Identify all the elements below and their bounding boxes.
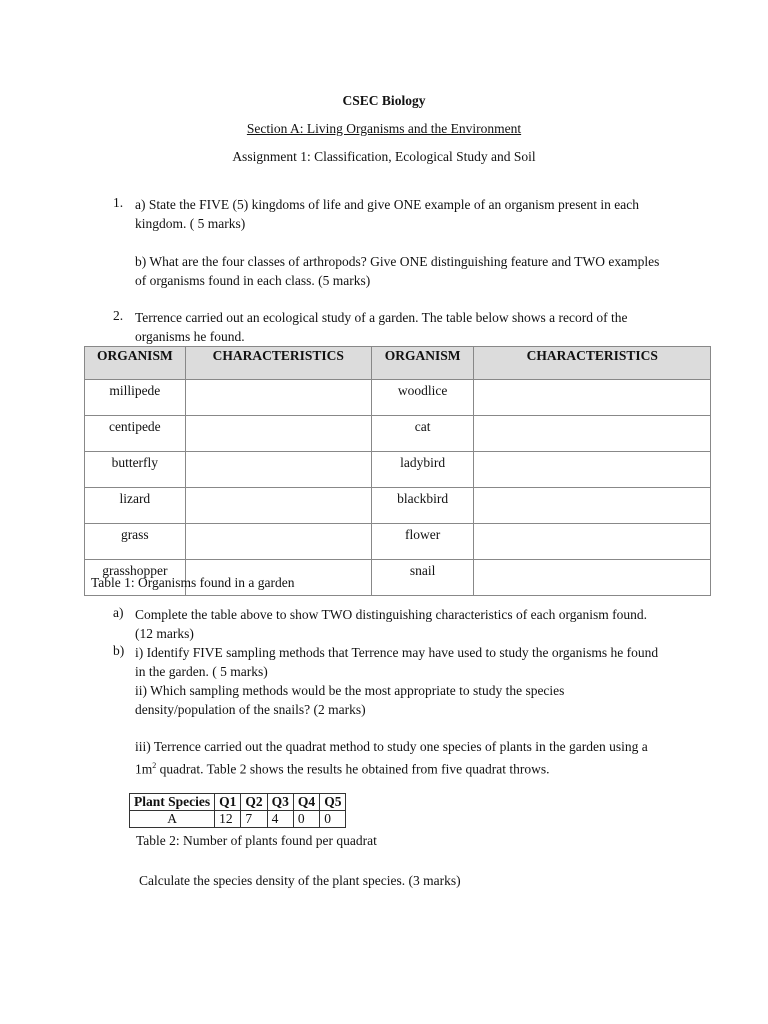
count-cell: 0 xyxy=(320,811,346,828)
characteristics-cell xyxy=(185,524,371,560)
part-a-line1: Complete the table above to show TWO distinguishing characteristics of each organism found. xyxy=(135,607,648,622)
question-1b-line1: b) What are the four classes of arthropods? Give ONE distinguishing feature and TWO examples xyxy=(135,254,660,269)
count-cell: 0 xyxy=(293,811,319,828)
table-1-caption: Table 1: Organisms found in a garden xyxy=(91,575,295,590)
organism-cell: woodlice xyxy=(371,380,474,416)
question-2-number: 2. xyxy=(113,308,124,323)
question-1b-line2: of organisms found in each class. (5 marks) xyxy=(135,273,371,288)
header-organism-2: ORGANISM xyxy=(371,347,474,380)
question-2-intro xyxy=(135,308,627,346)
question-1b xyxy=(135,252,659,290)
header-characteristics-1: CHARACTERISTICS xyxy=(185,347,371,380)
part-b-iii-line2-rest: quadrat. Table 2 shows the results he obtained from five quadrat throws. xyxy=(156,761,550,777)
table-row xyxy=(85,452,711,488)
characteristics-cell xyxy=(474,452,711,488)
header-q5: Q5 xyxy=(320,794,346,811)
table-row xyxy=(85,524,711,560)
part-b-iii-text xyxy=(135,737,648,779)
organism-cell: butterfly xyxy=(85,452,186,488)
part-b-text xyxy=(135,643,658,719)
organism-cell: flower xyxy=(371,524,474,560)
organism-cell: cat xyxy=(371,416,474,452)
table-row xyxy=(85,380,711,416)
species-cell: A xyxy=(130,811,215,828)
question-1a xyxy=(135,195,639,233)
header-characteristics-2: CHARACTERISTICS xyxy=(474,347,711,380)
header-q4: Q4 xyxy=(293,794,319,811)
table-header-row xyxy=(85,347,711,380)
organism-cell: lizard xyxy=(85,488,186,524)
table-2-caption: Table 2: Number of plants found per quadrat xyxy=(136,833,377,848)
part-a-label: a) xyxy=(113,605,124,620)
organisms-table xyxy=(84,346,711,596)
header-organism-1: ORGANISM xyxy=(85,347,186,380)
quadrat-table xyxy=(129,793,346,828)
table-row xyxy=(85,488,711,524)
part-a-text xyxy=(135,605,647,643)
question-2-line2: organisms he found. xyxy=(135,329,245,344)
header-q2: Q2 xyxy=(241,794,267,811)
characteristics-cell xyxy=(474,416,711,452)
quadrat-header-row xyxy=(130,794,346,811)
question-1-number: 1. xyxy=(113,195,124,210)
characteristics-cell xyxy=(185,452,371,488)
assignment-heading: Assignment 1: Classification, Ecological Study and Soil xyxy=(232,149,536,164)
characteristics-cell xyxy=(474,560,711,596)
organism-cell: blackbird xyxy=(371,488,474,524)
quadrat-size: 1m xyxy=(135,761,153,777)
part-a-line2: (12 marks) xyxy=(135,626,194,641)
organism-cell: snail xyxy=(371,560,474,596)
characteristics-cell xyxy=(474,488,711,524)
organism-cell: grasshopper xyxy=(85,560,186,596)
organism-cell: ladybird xyxy=(371,452,474,488)
part-b-i-line2: in the garden. ( 5 marks) xyxy=(135,664,268,679)
page-title: CSEC Biology xyxy=(342,93,426,108)
characteristics-cell xyxy=(474,380,711,416)
characteristics-cell xyxy=(185,488,371,524)
table-row xyxy=(85,416,711,452)
organism-cell: centipede xyxy=(85,416,186,452)
characteristics-cell xyxy=(185,380,371,416)
part-b-iii-line1: iii) Terrence carried out the quadrat method to study one species of plants in the garden using a xyxy=(135,739,648,754)
quadrat-size-exponent: 2 xyxy=(152,761,157,770)
final-question: Calculate the species density of the plant species. (3 marks) xyxy=(139,873,461,888)
header-plant-species: Plant Species xyxy=(130,794,215,811)
count-cell: 7 xyxy=(241,811,267,828)
organism-cell: grass xyxy=(85,524,186,560)
part-b-ii-line2: density/population of the snails? (2 marks) xyxy=(135,702,366,717)
header-q1: Q1 xyxy=(215,794,241,811)
table-row xyxy=(130,811,346,828)
question-1a-line1: a) State the FIVE (5) kingdoms of life and give ONE example of an organism present in each xyxy=(135,197,639,212)
count-cell: 12 xyxy=(215,811,241,828)
section-heading: Section A: Living Organisms and the Environment xyxy=(246,121,522,136)
part-b-ii-line1: ii) Which sampling methods would be the most appropriate to study the species xyxy=(135,683,565,698)
count-cell: 4 xyxy=(267,811,293,828)
header-q3: Q3 xyxy=(267,794,293,811)
part-b-label: b) xyxy=(113,643,125,658)
question-1a-line2: kingdom. ( 5 marks) xyxy=(135,216,246,231)
organism-cell: millipede xyxy=(85,380,186,416)
question-2-line1: Terrence carried out an ecological study of a garden. The table below shows a record of the xyxy=(135,310,628,325)
characteristics-cell xyxy=(185,416,371,452)
part-b-iii-line2 xyxy=(135,756,648,779)
characteristics-cell xyxy=(474,524,711,560)
part-b-i-line1: i) Identify FIVE sampling methods that Terrence may have used to study the organisms he found xyxy=(135,645,659,660)
